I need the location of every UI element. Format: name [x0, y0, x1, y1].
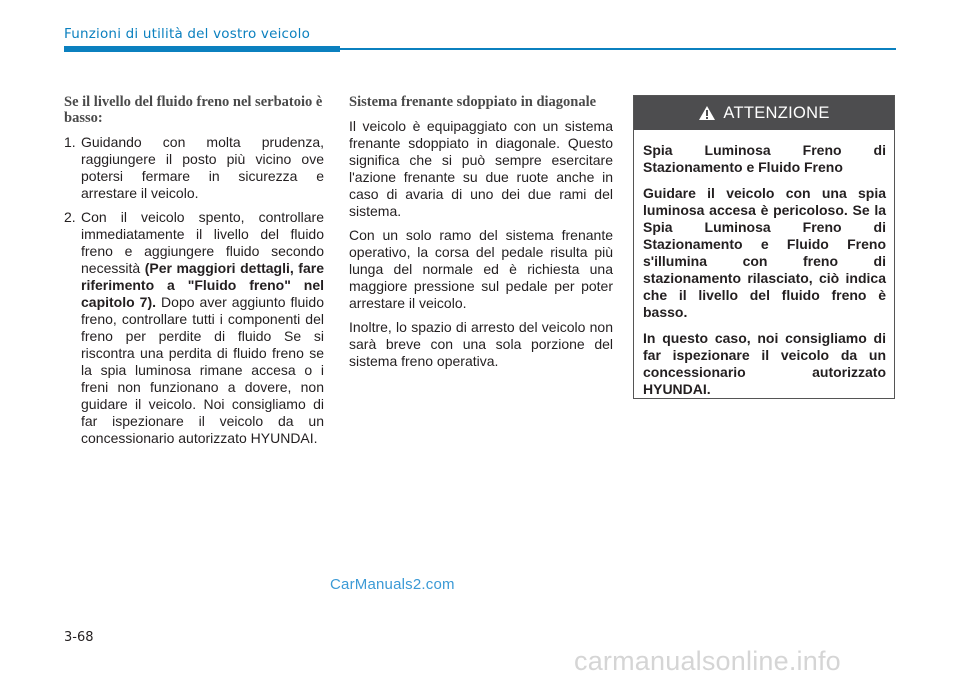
paragraph: Con un solo ramo del sistema frenante operativo, la corsa del pedale risulta più lunga del normale ed è richiesta una maggiore pressione sul pedale per poter arrestare il veicolo.: [349, 227, 613, 311]
site-watermark: CarManuals2.com: [330, 576, 455, 593]
step-text: Con il veicolo spento, controllare immediatamente il livello del fluido freno e aggiungere fluido secondo necessità: [81, 209, 324, 276]
warning-title: ATTENZIONE: [723, 103, 830, 122]
step-text: Guidando con molta prudenza, raggiungere il posto più vicino ove potersi fermare in sicurezza e arrestare il veicolo.: [81, 134, 324, 201]
warning-triangle-icon: [698, 105, 716, 121]
steps-list: [64, 134, 324, 447]
warning-paragraph: In questo caso, noi consigliamo di far ispezionare il veicolo da un concessionario autorizzato HYUNDAI.: [643, 330, 886, 397]
warning-body: [634, 130, 894, 398]
paragraph: Inoltre, lo spazio di arresto del veicolo non sarà breve con una sola porzione del sistema freno operativa.: [349, 319, 613, 369]
header-rule-thin: [340, 48, 896, 50]
middle-column: [349, 94, 613, 377]
left-column: [64, 94, 324, 454]
step-number: 1.: [64, 134, 76, 150]
step-text-continued: Dopo aver aggiunto fluido freno, controllare tutti i componenti del freno per perdite di fluido Se si riscontra una perdita di fluido freno se la spia luminosa rimane accesa o i freni non funzionano a dovere, non guidare il veicolo. Noi consigliamo di far ispezionare il veicolo da un concessionario autorizzato HYUNDAI.: [81, 294, 324, 446]
warning-header: [634, 96, 894, 130]
page-number: 3-68: [64, 630, 94, 645]
paragraph: Il veicolo è equipaggiato con un sistema frenante sdoppiato in diagonale. Questo significa che si può sempre esercitare l'azione frenante su due ruote anche in caso di avaria di uno dei due rami del sistema.: [349, 118, 613, 219]
chapter-reference: (Per maggiori dettagli, fare riferimento a "Fluido freno" nel capitolo 7).: [81, 260, 324, 310]
section-title: Funzioni di utilità del vostro veicolo: [64, 26, 311, 42]
warning-paragraph: Spia Luminosa Freno di Stazionamento e Fluido Freno: [643, 142, 886, 175]
middle-heading: Sistema frenante sdoppiato in diagonale: [349, 94, 597, 110]
list-item: [64, 209, 324, 447]
list-item: [64, 134, 324, 202]
left-heading: Se il livello del fluido freno nel serbatoio è basso:: [64, 94, 323, 126]
step-number: 2.: [64, 209, 76, 225]
warning-paragraph: Guidare il veicolo con una spia luminosa accesa è pericoloso. Se la Spia Luminosa Freno di Stazionamento e Fluido Freno s'illumina con freno di stazionamento rilasciato, ciò indica che il livello del fluido freno è basso.: [643, 185, 886, 320]
footer-watermark: carmanualsonline.info: [574, 646, 841, 676]
header-rule-thick: [64, 46, 340, 52]
warning-box: [633, 95, 895, 399]
